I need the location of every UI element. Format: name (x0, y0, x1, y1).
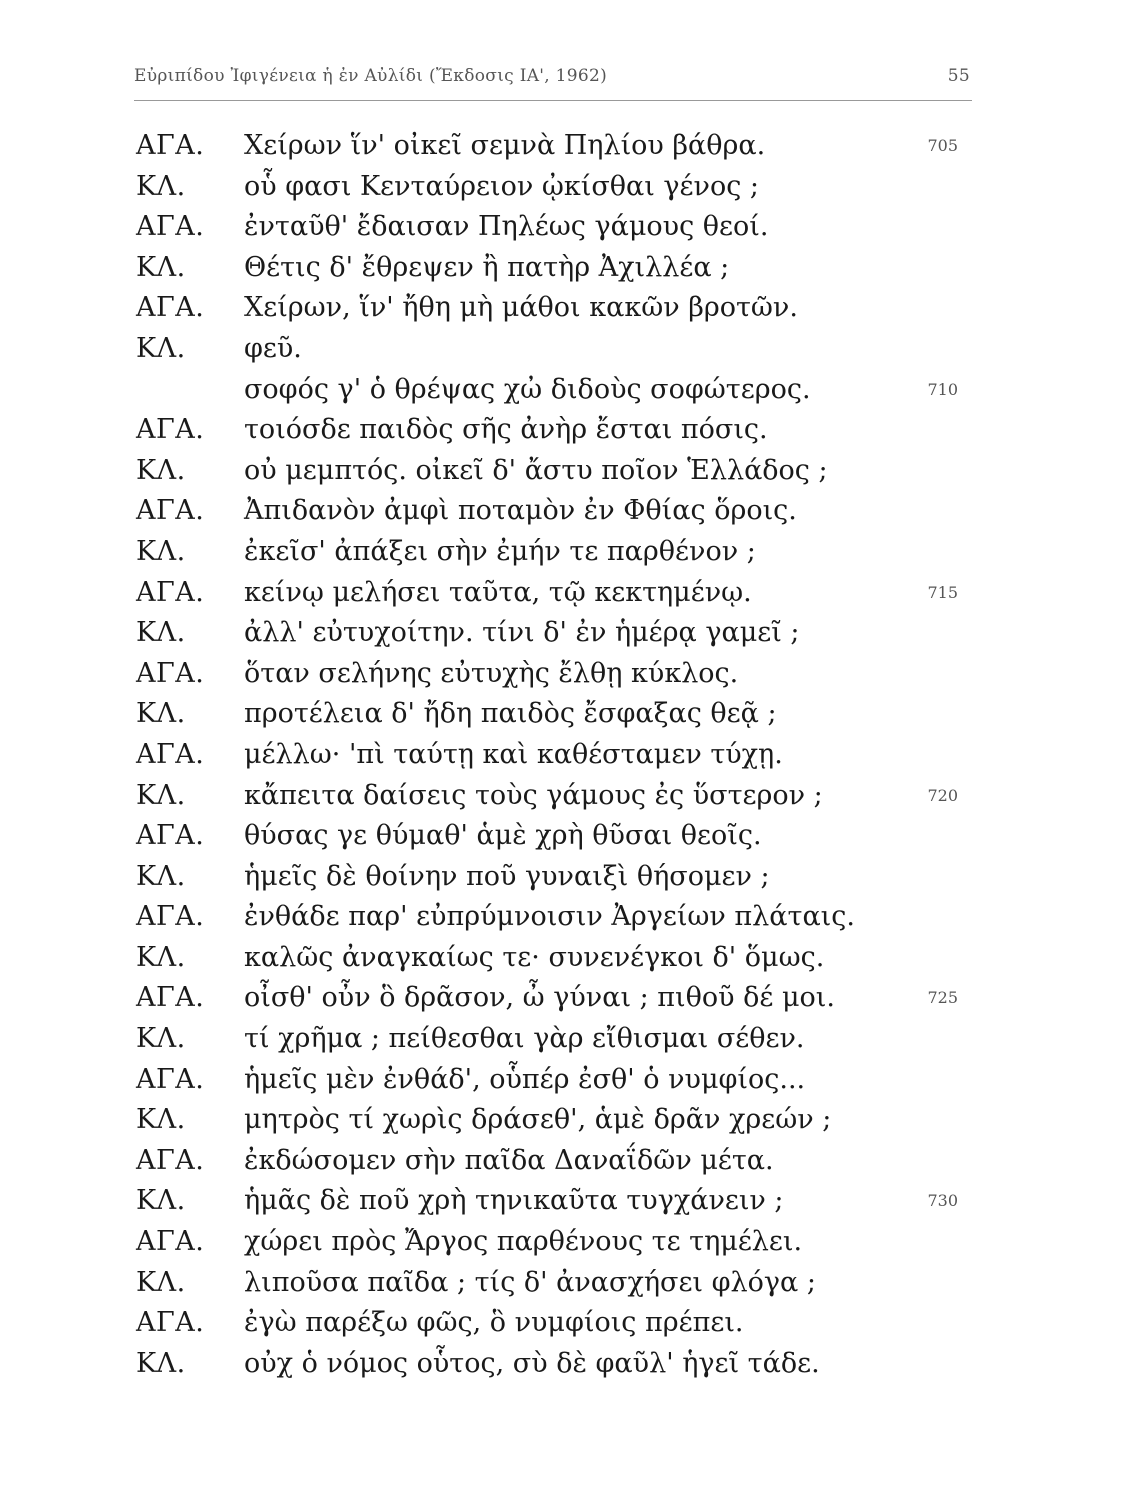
speaker-label: ΑΓΑ. (136, 820, 205, 852)
speaker-label: ΚΛ. (136, 779, 186, 811)
verse-text: ἐκδώσομεν σὴν παῖδα Δαναΐδῶν μέτα. (244, 1144, 774, 1176)
verse-line (0, 980, 1144, 1021)
verse-text: οὗ φασι Κενταύρειον ᾠκίσθαι γένος ; (244, 170, 760, 202)
verse-text: ἐκεῖσ' ἀπάξει σὴν ἐμήν τε παρθένον ; (244, 535, 756, 567)
line-number: 730 (927, 1191, 958, 1211)
verse-text: τοιόσδε παιδὸς σῆς ἀνὴρ ἔσται πόσις. (244, 414, 768, 446)
speaker-label: ΚΛ. (136, 860, 186, 892)
speaker-label: ΚΛ. (136, 698, 186, 730)
line-number: 725 (927, 988, 958, 1008)
line-number: 715 (927, 582, 958, 602)
verse-text: Χείρων ἵν' οἰκεῖ σεμνὰ Πηλίου βάθρα. (244, 130, 766, 161)
speaker-label: ΑΓΑ. (136, 292, 205, 324)
verse-text: μητρὸς τί χωρὶς δράσεθ', ἁμὲ δρᾶν χρεών ; (244, 1104, 832, 1136)
header-rule (134, 100, 972, 101)
verse-line (0, 169, 1144, 210)
verse-line (0, 859, 1144, 900)
verse-line (0, 1346, 1144, 1387)
verse-text: χώρει πρὸς Ἄργος παρθένους τε τημέλει. (244, 1226, 803, 1258)
speaker-label: ΑΓΑ. (136, 1307, 205, 1339)
verse-line (0, 1102, 1144, 1143)
verse-line (0, 128, 1144, 169)
verse-line (0, 656, 1144, 697)
verse-text: κἄπειτα δαίσεις τοὺς γάμους ἐς ὕστερον ; (244, 779, 823, 811)
speaker-label: ΑΓΑ. (136, 1063, 205, 1095)
speaker-label: ΑΓΑ. (136, 414, 205, 446)
verse-line (0, 1265, 1144, 1306)
verse-text: μέλλω· 'πὶ ταύτῃ καὶ καθέσταμεν τύχῃ. (244, 738, 783, 770)
speaker-label: ΑΓΑ. (136, 657, 205, 689)
verse-text: Θέτις δ' ἔθρεψεν ἢ πατὴρ Ἀχιλλέα ; (244, 251, 730, 283)
speaker-label: ΑΓΑ. (136, 576, 205, 608)
speaker-label: ΚΛ. (136, 170, 186, 202)
verse-text: ἡμᾶς δὲ ποῦ χρὴ τηνικαῦτα τυγχάνειν ; (244, 1185, 784, 1217)
verse-line (0, 1183, 1144, 1224)
speaker-label: ΑΓΑ. (136, 738, 205, 770)
verse-line (0, 372, 1144, 413)
verse-line (0, 818, 1144, 859)
verse-text: λιποῦσα παῖδα ; τίς δ' ἀνασχήσει φλόγα ; (244, 1266, 816, 1298)
verse-line (0, 209, 1144, 250)
speaker-label: ΚΛ. (136, 941, 186, 973)
verse-text: οἶσθ' οὖν ὃ δρᾶσον, ὦ γύναι ; πιθοῦ δέ μοι. (244, 982, 835, 1014)
speaker-label: ΚΛ. (136, 1023, 186, 1055)
speaker-label: ΚΛ. (136, 535, 186, 567)
verse-line (0, 290, 1144, 331)
speaker-label: ΚΛ. (136, 251, 186, 283)
verse-text: ἐγὼ παρέξω φῶς, ὃ νυμφίοις πρέπει. (244, 1307, 744, 1339)
verse-text: οὐχ ὁ νόμος οὗτος, σὺ δὲ φαῦλ' ἡγεῖ τάδε. (244, 1347, 820, 1379)
verse-text: ἡμεῖς μὲν ἐνθάδ', οὗπέρ ἐσθ' ὁ νυμφίος... (244, 1063, 806, 1095)
speaker-label: ΑΓΑ. (136, 130, 205, 161)
verse-line (0, 696, 1144, 737)
running-head (134, 66, 970, 96)
page-number: 55 (947, 66, 970, 86)
verse-text: φεῦ. (244, 332, 302, 364)
verse-line (0, 575, 1144, 616)
speaker-label: ΑΓΑ. (136, 982, 205, 1014)
speaker-label: ΚΛ. (136, 1347, 186, 1379)
speaker-label: ΚΛ. (136, 454, 186, 486)
verse-line (0, 534, 1144, 575)
verse-line (0, 1143, 1144, 1184)
verse-line (0, 778, 1144, 819)
verse-text: Ἀπιδανὸν ἀμφὶ ποταμὸν ἐν Φθίας ὅροις. (244, 495, 797, 527)
verse-lines (0, 128, 1144, 1386)
verse-text: ἡμεῖς δὲ θοίνην ποῦ γυναιξὶ θήσομεν ; (244, 860, 770, 892)
verse-text: ἀλλ' εὐτυχοίτην. τίνι δ' ἐν ἡμέρᾳ γαμεῖ ; (244, 617, 800, 649)
verse-text: οὐ μεμπτός. οἰκεῖ δ' ἄστυ ποῖον Ἑλλάδος ; (244, 454, 828, 486)
speaker-label: ΚΛ. (136, 1266, 186, 1298)
verse-text: σοφός γ' ὁ θρέψας χὠ διδοὺς σοφώτερος. (244, 373, 811, 405)
verse-line (0, 1224, 1144, 1265)
verse-text: Χείρων, ἵν' ἤθη μὴ μάθοι κακῶν βροτῶν. (244, 292, 798, 324)
running-title: Εὐριπίδου Ἰφιγένεια ἡ ἐν Αὐλίδι (Ἔκδοσις ΙΑ', 1962) (134, 66, 608, 86)
speaker-label: ΚΛ. (136, 1104, 186, 1136)
verse-line (0, 1062, 1144, 1103)
speaker-label: ΑΓΑ. (136, 495, 205, 527)
verse-line (0, 493, 1144, 534)
verse-line (0, 331, 1144, 372)
speaker-label: ΚΛ. (136, 332, 186, 364)
verse-text: καλῶς ἀναγκαίως τε· συνενέγκοι δ' ὅμως. (244, 941, 825, 973)
speaker-label: ΑΓΑ. (136, 901, 205, 933)
speaker-label: ΑΓΑ. (136, 1226, 205, 1258)
verse-line (0, 940, 1144, 981)
verse-line (0, 1305, 1144, 1346)
verse-line (0, 453, 1144, 494)
verse-text: προτέλεια δ' ἤδη παιδὸς ἔσφαξας θεᾷ ; (244, 698, 777, 730)
verse-text: ὅταν σελήνης εὐτυχὴς ἔλθῃ κύκλος. (244, 657, 739, 689)
verse-line (0, 615, 1144, 656)
verse-text: τί χρῆμα ; πείθεσθαι γὰρ εἴθισμαι σέθεν. (244, 1023, 805, 1055)
verse-text: θύσας γε θύμαθ' ἁμὲ χρὴ θῦσαι θεοῖς. (244, 820, 762, 852)
line-number: 710 (927, 379, 958, 399)
verse-text: ἐνθάδε παρ' εὐπρύμνοισιν Ἀργείων πλάταις. (244, 901, 855, 933)
line-number: 720 (927, 785, 958, 805)
verse-line (0, 412, 1144, 453)
verse-line (0, 250, 1144, 291)
verse-line (0, 737, 1144, 778)
verse-text: κείνῳ μελήσει ταῦτα, τῷ κεκτημένῳ. (244, 576, 752, 608)
speaker-label: ΑΓΑ. (136, 1144, 205, 1176)
speaker-label: ΑΓΑ. (136, 211, 205, 243)
speaker-label: ΚΛ. (136, 617, 186, 649)
line-number: 705 (927, 136, 958, 155)
verse-line (0, 1021, 1144, 1062)
verse-text: ἐνταῦθ' ἔδαισαν Πηλέως γάμους θεοί. (244, 211, 769, 243)
verse-line (0, 899, 1144, 940)
speaker-label: ΚΛ. (136, 1185, 186, 1217)
